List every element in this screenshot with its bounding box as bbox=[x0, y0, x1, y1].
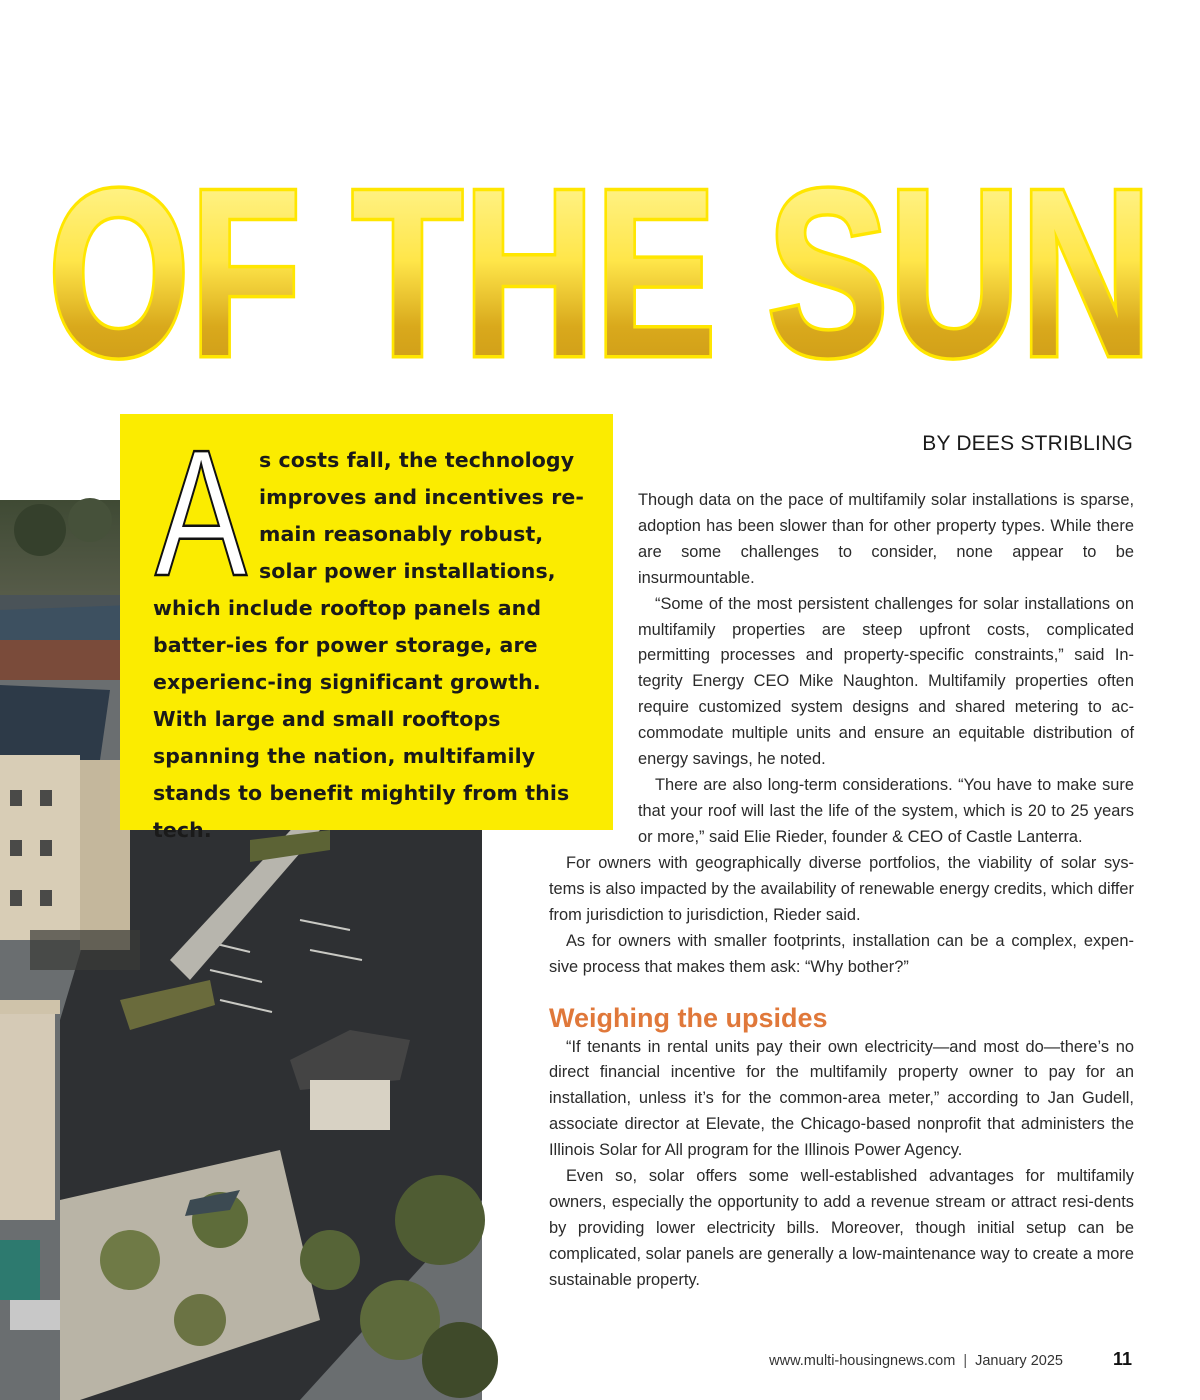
drop-cap-letter: A bbox=[155, 413, 247, 614]
section-heading: Weighing the upsides bbox=[549, 1002, 828, 1033]
byline: BY DEES STRIBLING bbox=[922, 432, 1133, 455]
footer-date: January 2025 bbox=[975, 1353, 1063, 1369]
headline bbox=[0, 141, 1200, 406]
body-paragraph: For owners with geographically diverse portfolios, the viability of solar sys-tems is also impacted by the availability of renewable energy credits, which differ from jurisdiction to jurisdiction, Rieder said. bbox=[549, 854, 1134, 924]
intro-box bbox=[120, 413, 613, 842]
body-paragraph: “If tenants in rental units pay their own electricity—and most do—there’s no direct financial incentive for the multifamily property owner to pay for an installation, unless it’s for the common-area meter,” according to Jan Gudell, associate director at Elevate, the Chicago-based nonprofit that administers the Illinois Solar for All program for the Illinois Power Agency. bbox=[549, 1037, 1134, 1160]
page-footer bbox=[769, 1349, 1132, 1370]
body-paragraph: Even so, solar offers some well-established advantages for multifamily owners, especially the opportunity to add a revenue stream or attract resi-dents by providing lower electricity bills. Moreover, though initial setup can be complicated, solar panels are generally a low-maintenance way to create a more sustainable property. bbox=[549, 1167, 1134, 1289]
drop-cap bbox=[151, 413, 251, 614]
footer-url: www.multi-housingnews.com bbox=[769, 1353, 956, 1369]
footer-separator: | bbox=[963, 1353, 968, 1369]
body-paragraph: “Some of the most persistent challenges for solar installations on multifamily properties are steep upfront costs, complicated permitting processes and property-specific constraints,” said In-tegrity Energy CEO Mike Naughton. Multifamily properties often require customized system designs and shared metering to ac-commodate multiple units and ensure an equitable distribution of energy savings, he noted. bbox=[638, 594, 1134, 769]
intro-text: s costs fall, the technology improves and incentives re-main reasonably robust, solar power installations, which include rooftop panels and batter-ies for power storage, are experienc-ing significant growth. With large and small rooftops spanning the nation, multifamily stands to benefit mightily from this tech. bbox=[153, 448, 585, 842]
page-number: 11 bbox=[1112, 1349, 1132, 1369]
body-paragraph: There are also long-term considerations. “You have to make sure that your roof will last the life of the system, which is 20 to 25 years or more,” said Elie Rieder, founder & CEO of Castle Lanterra. bbox=[638, 775, 1134, 846]
body-paragraph: Though data on the pace of multifamily solar installations is sparse, adoption has been slower than for other property types. While there are some challenges to consider, none appear to be insurmountable. bbox=[638, 491, 1134, 587]
body-column-top bbox=[638, 488, 1134, 851]
body-paragraph: As for owners with smaller footprints, installation can be a complex, expen-sive process that makes them ask: “Why bother?” bbox=[549, 931, 1134, 976]
body-column-bottom bbox=[549, 851, 1134, 1294]
headline-text: OF THE SUN bbox=[48, 141, 1152, 406]
